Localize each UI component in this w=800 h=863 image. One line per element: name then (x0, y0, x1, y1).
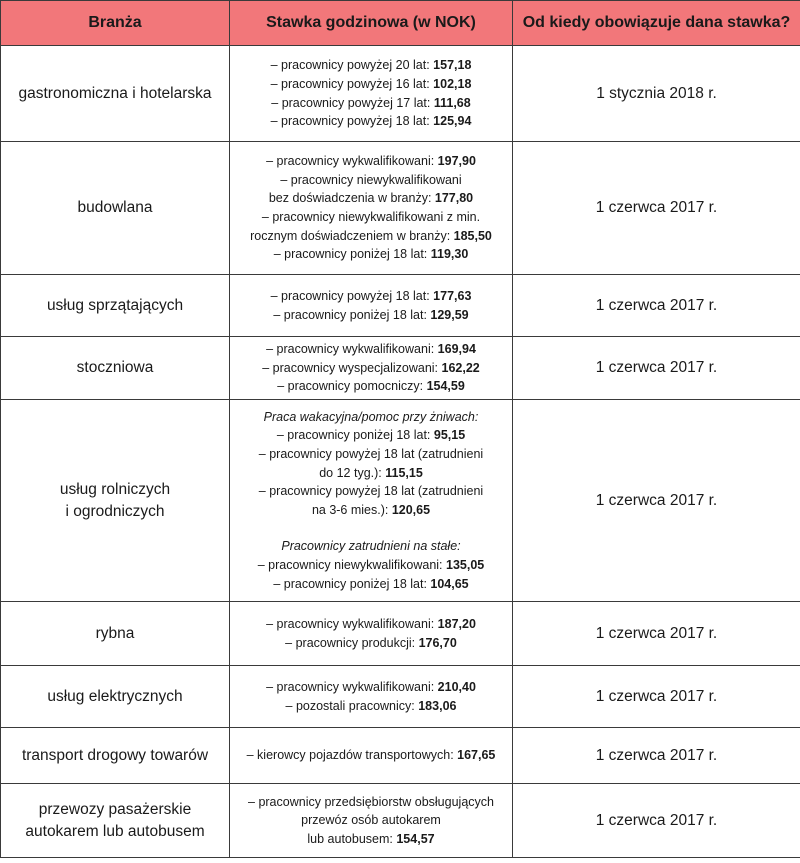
effective-date-cell: 1 czerwca 2017 r. (513, 784, 800, 858)
rate-label: – pracownicy poniżej 18 lat: (273, 247, 431, 262)
sector-cell: usług elektrycznych (1, 666, 230, 728)
sector-cell: usług sprzątających (1, 275, 230, 337)
rate-value: 162,22 (441, 360, 480, 375)
rate-label: – pracownicy przedsiębiorstw obsługujących (248, 794, 494, 809)
rate-value: 129,59 (430, 307, 469, 322)
rate-label: – pracownicy pomocniczy: (277, 379, 427, 394)
rate-line (234, 208, 508, 227)
rate-value: 185,50 (453, 228, 492, 243)
sector-cell: gastronomiczna i hotelarska (1, 46, 230, 142)
rate-value: 154,59 (426, 379, 465, 394)
rate-line (234, 811, 508, 830)
rate-label: – pracownicy powyżej 17 lat: (271, 95, 434, 110)
rate-line (234, 306, 508, 325)
rate-group-note: Pracownicy zatrudnieni na stałe: (281, 539, 461, 554)
table-row (1, 337, 800, 400)
rate-line (234, 152, 508, 171)
rate-line (234, 227, 508, 246)
rate-label: – pracownicy wykwalifikowani: (266, 679, 438, 694)
rate-line (234, 189, 508, 208)
table-row (1, 666, 800, 728)
sector-cell: stoczniowa (1, 337, 230, 400)
rate-line (234, 556, 508, 575)
table-header (1, 1, 800, 46)
rate-value: 177,63 (433, 288, 472, 303)
rate-label: – pracownicy powyżej 16 lat: (270, 76, 434, 91)
header-since: Od kiedy obowiązuje dana stawka? (513, 1, 800, 46)
rate-line (234, 377, 508, 396)
rate-line (234, 171, 508, 190)
table-row (1, 46, 800, 142)
rate-label: – pracownicy poniżej 18 lat: (276, 428, 434, 443)
rate-line (234, 482, 508, 501)
rate-line (234, 793, 508, 812)
table-row (1, 275, 800, 337)
sector-cell: rybna (1, 602, 230, 666)
rate-line (234, 287, 508, 306)
rate-label: lub autobusem: (307, 831, 397, 846)
sector-line: usług rolniczych (59, 480, 171, 498)
rate-label: – pracownicy niewykwalifikowani: (257, 557, 447, 572)
rate-line (234, 445, 508, 464)
rate-label: rocznym doświadczeniem w branży: (250, 228, 454, 243)
rate-value: 95,15 (433, 428, 466, 443)
rate-line (234, 426, 508, 445)
rate-cell (230, 142, 513, 275)
rate-line (234, 575, 508, 594)
rate-value: 135,05 (446, 557, 485, 572)
rate-line (234, 501, 508, 520)
rate-value: 111,68 (433, 95, 471, 110)
rate-line (234, 359, 508, 378)
rate-value: 120,65 (391, 502, 431, 517)
rate-label: – kierowcy pojazdów transportowych: (246, 748, 458, 763)
rate-cell (230, 275, 513, 337)
sector-line: i ogrodniczych (65, 502, 165, 520)
rate-group-note: Praca wakacyjna/pomoc przy żniwach: (263, 409, 479, 424)
table-row (1, 728, 800, 784)
rate-label: – pracownicy wykwalifikowani: (266, 616, 438, 631)
effective-date-cell: 1 czerwca 2017 r. (513, 400, 800, 602)
rate-value: 167,65 (457, 748, 496, 763)
rate-label: do 12 tyg.): (319, 465, 386, 480)
rate-cell (230, 46, 513, 142)
rate-value: 169,94 (437, 342, 476, 357)
rate-label: – pracownicy niewykwalifikowani z min. (261, 210, 481, 224)
rate-value: 176,70 (418, 635, 457, 650)
rate-value: 197,90 (437, 154, 476, 169)
rate-value: 210,40 (437, 679, 476, 694)
header-row (1, 1, 800, 46)
rate-label: – pracownicy wyspecjalizowani: (262, 360, 442, 375)
rate-label: – pracownicy wykwalifikowani: (266, 154, 438, 169)
header-sector: Branża (1, 1, 230, 46)
rate-label: – pracownicy powyżej 18 lat (zatrudnieni (258, 447, 484, 462)
rate-line (234, 112, 508, 131)
rate-label: – pracownicy poniżej 18 lat: (273, 576, 431, 591)
rate-line (234, 75, 508, 94)
rate-value: 183,06 (418, 698, 457, 713)
rate-cell (230, 602, 513, 666)
rate-label: – pracownicy niewykwalifikowani (280, 172, 462, 187)
rate-label: – pracownicy produkcji: (285, 635, 419, 650)
table-row (1, 784, 800, 858)
effective-date-cell: 1 czerwca 2017 r. (513, 337, 800, 400)
rate-value: 102,18 (433, 76, 472, 91)
table-row (1, 142, 800, 275)
rate-label: – pracownicy powyżej 18 lat: (270, 114, 434, 129)
table-row (1, 400, 800, 602)
rate-line (234, 634, 508, 653)
rate-line (234, 615, 508, 634)
rate-line (234, 245, 508, 264)
sector-cell (1, 400, 230, 602)
header-rate: Stawka godzinowa (w NOK) (230, 1, 513, 46)
rate-value: 177,80 (434, 191, 474, 206)
table-row (1, 602, 800, 666)
rate-value: 154,57 (396, 831, 435, 846)
rate-line (234, 678, 508, 697)
effective-date-cell: 1 czerwca 2017 r. (513, 602, 800, 666)
rate-label: – pracownicy wykwalifikowani: (266, 342, 438, 357)
rate-value: 187,20 (437, 616, 476, 631)
effective-date-cell: 1 czerwca 2017 r. (513, 666, 800, 728)
rate-value: 115,15 (385, 465, 423, 480)
rate-label: – pracownicy powyżej 20 lat: (270, 58, 434, 73)
sector-cell: transport drogowy towarów (1, 728, 230, 784)
sector-cell (1, 784, 230, 858)
rate-value: 104,65 (430, 576, 469, 591)
rate-label: bez doświadczenia w branży: (268, 191, 435, 206)
rate-cell (230, 337, 513, 400)
effective-date-cell: 1 czerwca 2017 r. (513, 142, 800, 275)
rate-label: przewóz osób autokarem (301, 813, 441, 828)
rate-value: 157,18 (433, 58, 472, 73)
table-body (1, 46, 800, 858)
rate-label: – pracownicy powyżej 18 lat: (270, 288, 434, 303)
rate-label: na 3-6 mies.): (311, 502, 392, 517)
sector-line: autokarem lub autobusem (25, 822, 205, 840)
effective-date-cell: 1 stycznia 2018 r. (513, 46, 800, 142)
rate-line (234, 830, 508, 849)
sector-cell: budowlana (1, 142, 230, 275)
rate-line (234, 340, 508, 359)
sector-line: przewozy pasażerskie (38, 800, 192, 818)
rate-cell (230, 400, 513, 602)
rate-cell (230, 728, 513, 784)
rate-value: 125,94 (433, 114, 472, 129)
rate-value: 119,30 (430, 247, 469, 262)
rate-line (234, 697, 508, 716)
effective-date-cell: 1 czerwca 2017 r. (513, 275, 800, 337)
rate-cell (230, 784, 513, 858)
rate-line (234, 746, 508, 765)
rate-label: – pracownicy poniżej 18 lat: (273, 307, 431, 322)
rate-label: – pracownicy powyżej 18 lat (zatrudnieni (258, 484, 484, 499)
rate-cell (230, 666, 513, 728)
spacer (234, 519, 508, 537)
effective-date-cell: 1 czerwca 2017 r. (513, 728, 800, 784)
rate-label: – pozostali pracownicy: (285, 698, 419, 713)
rate-line (234, 464, 508, 483)
rate-line (234, 56, 508, 75)
rate-line (234, 94, 508, 113)
